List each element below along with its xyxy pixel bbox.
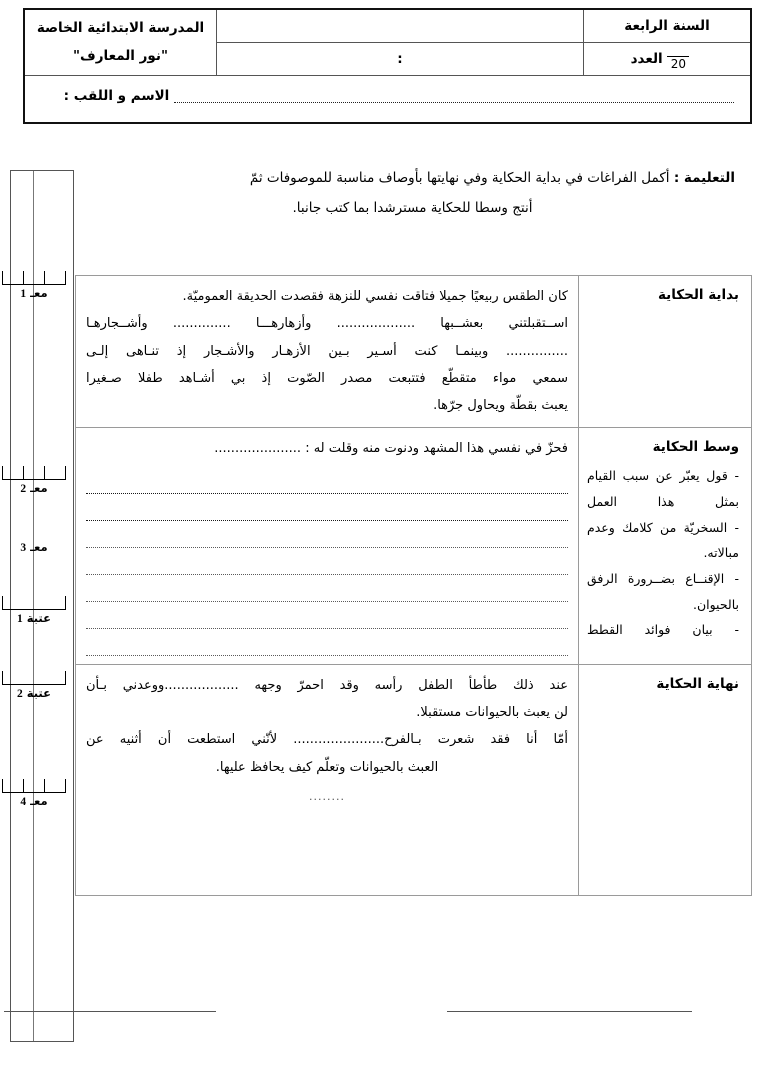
- name-input-line[interactable]: [174, 89, 734, 103]
- story-structure-table: [75, 275, 752, 896]
- story-line: يعبث بقطّة ويحاول جرّها.: [433, 398, 568, 414]
- answer-line[interactable]: [86, 548, 568, 575]
- name-label: الاسم و اللقب :: [63, 88, 170, 105]
- header-cell-name: [24, 75, 751, 123]
- story-line: ............... وبينمـا كنت أسـير بـين الأزهـار والأشـجار إذ تنـاهى إلـى: [86, 343, 568, 359]
- header-table: [23, 8, 752, 124]
- answer-line[interactable]: [86, 494, 568, 521]
- body-cell-middle[interactable]: [76, 428, 579, 664]
- section-title-middle: وسط الحكاية: [652, 439, 739, 456]
- criterion-name: معـ: [30, 540, 48, 554]
- instruction-line2: أنتج وسطا للحكاية مسترشدا بما كتب جانبا.: [292, 200, 533, 217]
- table-row-story-beginning: [76, 276, 752, 428]
- table-row-story-end: [76, 664, 752, 895]
- rubric-bullet: - الإقنــاع بضــرورة الرفق بالحيوان.: [587, 570, 739, 612]
- tick-mark: [44, 271, 45, 284]
- table-row-story-middle: [76, 428, 752, 664]
- criterion-marker-2[interactable]: [0, 466, 69, 495]
- tick-mark: [23, 779, 24, 792]
- criterion-number: 4: [20, 796, 27, 808]
- instruction-line1: أكمل الفراغات في بداية الحكاية وفي نهايتها بأوصاف مناسبة للموصوفات ثمّ: [249, 170, 670, 186]
- school-name-line1: المدرسة الابتدائية الخاصة: [36, 20, 205, 36]
- page-bottom-rule-left: [4, 1011, 216, 1012]
- section-title-beginning: بداية الحكاية: [657, 287, 739, 303]
- story-line: اســتقبلتني بعشــبها ................... وأزهارهـــا .............. وأشــجارهـا: [86, 316, 568, 332]
- criterion-name: معـ: [30, 794, 48, 808]
- story-line: عند ذلك طأطأ الطفل رأسه وقد احمرّ وجهه ..................ووعدني بـأن: [86, 677, 568, 693]
- header-row-1: [24, 9, 751, 42]
- tick-mark: [23, 271, 24, 284]
- instruction-lead: التعليمة :: [673, 170, 735, 186]
- school-year-label: السنة الرابعة: [624, 17, 710, 34]
- answer-line[interactable]: [86, 467, 568, 494]
- criterion-label: [0, 481, 69, 495]
- criterion-tick-box[interactable]: [2, 466, 66, 480]
- story-beginning-text: [76, 276, 578, 427]
- rubric-scoring-column: [10, 170, 74, 1042]
- rubric-bullet: - السخريّة من كلامك وعدم مبالاته.: [587, 519, 739, 561]
- header-cell-subject-blank: [217, 9, 584, 42]
- body-cell-beginning[interactable]: [76, 276, 579, 428]
- answer-line[interactable]: [86, 602, 568, 629]
- threshold-name: عتبة: [26, 611, 51, 625]
- criterion-tick-box[interactable]: [2, 271, 66, 285]
- criterion-number: 1: [20, 288, 27, 300]
- threshold-tick-box[interactable]: [2, 596, 66, 610]
- section-title-end: نهاية الحكاية: [656, 675, 739, 692]
- story-line: سمعي مواء متقطّع فتتبعت مصدر الصّوت إذ بي أشـاهد طفلا صـغيرا: [86, 370, 568, 386]
- criterion-marker-1[interactable]: [0, 271, 69, 300]
- instruction-block: [90, 164, 735, 223]
- body-cell-end[interactable]: [76, 664, 579, 895]
- story-middle-text: [76, 428, 578, 663]
- label-cell-middle: [579, 428, 752, 664]
- header-cell-date-blank: [217, 42, 584, 75]
- rubric-bullet: - قول يعبّر عن سبب القيام بمثل هذا العمل: [587, 468, 739, 510]
- threshold-marker-2[interactable]: [0, 671, 69, 700]
- score-denominator: 20: [670, 56, 687, 71]
- section-label-end-wrap: [579, 665, 751, 706]
- criterion-marker-3[interactable]: [0, 539, 69, 554]
- tick-mark: [44, 466, 45, 479]
- rubric-bullet: - بيان فوائد القطط: [587, 622, 739, 638]
- criterion-name: معـ: [30, 481, 48, 495]
- threshold-tick-box[interactable]: [2, 671, 66, 685]
- story-line: أمّا أنا فقد شعرت بـالفرح...................... لأنّني استطعت أن أثنيه عن: [86, 732, 568, 748]
- header-cell-year: [584, 9, 752, 42]
- trailing-dots: ........: [309, 789, 345, 803]
- answer-line[interactable]: [86, 629, 568, 656]
- header-row-name: [24, 75, 751, 123]
- tick-mark: [44, 779, 45, 792]
- score-fraction: [667, 56, 689, 70]
- answer-lines-middle[interactable]: [86, 467, 568, 656]
- criterion-label: [0, 794, 69, 808]
- threshold-label: [0, 611, 69, 625]
- criterion-label: [0, 286, 69, 300]
- threshold-label: [0, 686, 69, 700]
- criterion-tick-box[interactable]: [2, 779, 66, 793]
- tick-mark: [23, 466, 24, 479]
- story-line: العبث بالحيوانات وتعلّم كيف يحافظ عليها.: [215, 759, 439, 775]
- section-label-beginning-wrap: [579, 276, 751, 317]
- header-cell-school: [24, 9, 217, 75]
- header-colon: :: [397, 50, 403, 67]
- story-line: كان الطقس ربيعيًا جميلا فتاقت نفسي للنزهة فقصدت الحديقة العموميّة.: [182, 289, 568, 304]
- criterion-number: 2: [20, 483, 27, 495]
- threshold-name: عتبة: [26, 686, 51, 700]
- threshold-number: 1: [17, 613, 23, 625]
- criterion-name: معـ: [30, 286, 48, 300]
- label-cell-beginning: [579, 276, 752, 428]
- answer-line[interactable]: [86, 575, 568, 602]
- story-line: لن يعبث بالحيوانات مستقبلا.: [416, 705, 568, 721]
- story-line: فحزّ في نفسي هذا المشهد ودنوت منه وقلت له : .....................: [214, 441, 568, 457]
- criterion-marker-4[interactable]: [0, 779, 69, 808]
- criterion-label: [0, 540, 69, 554]
- score-label: العدد: [630, 50, 663, 67]
- header-cell-score: [584, 42, 752, 75]
- label-cell-end: [579, 664, 752, 895]
- threshold-number: 2: [17, 688, 23, 700]
- threshold-marker-1[interactable]: [0, 596, 69, 625]
- school-name-line2: "نور المعارف": [73, 48, 168, 65]
- story-end-text: [76, 665, 578, 895]
- answer-line[interactable]: [86, 521, 568, 548]
- page-bottom-rule-right: [447, 1011, 692, 1012]
- section-label-middle-wrap: [579, 428, 751, 648]
- criterion-number: 3: [20, 542, 27, 554]
